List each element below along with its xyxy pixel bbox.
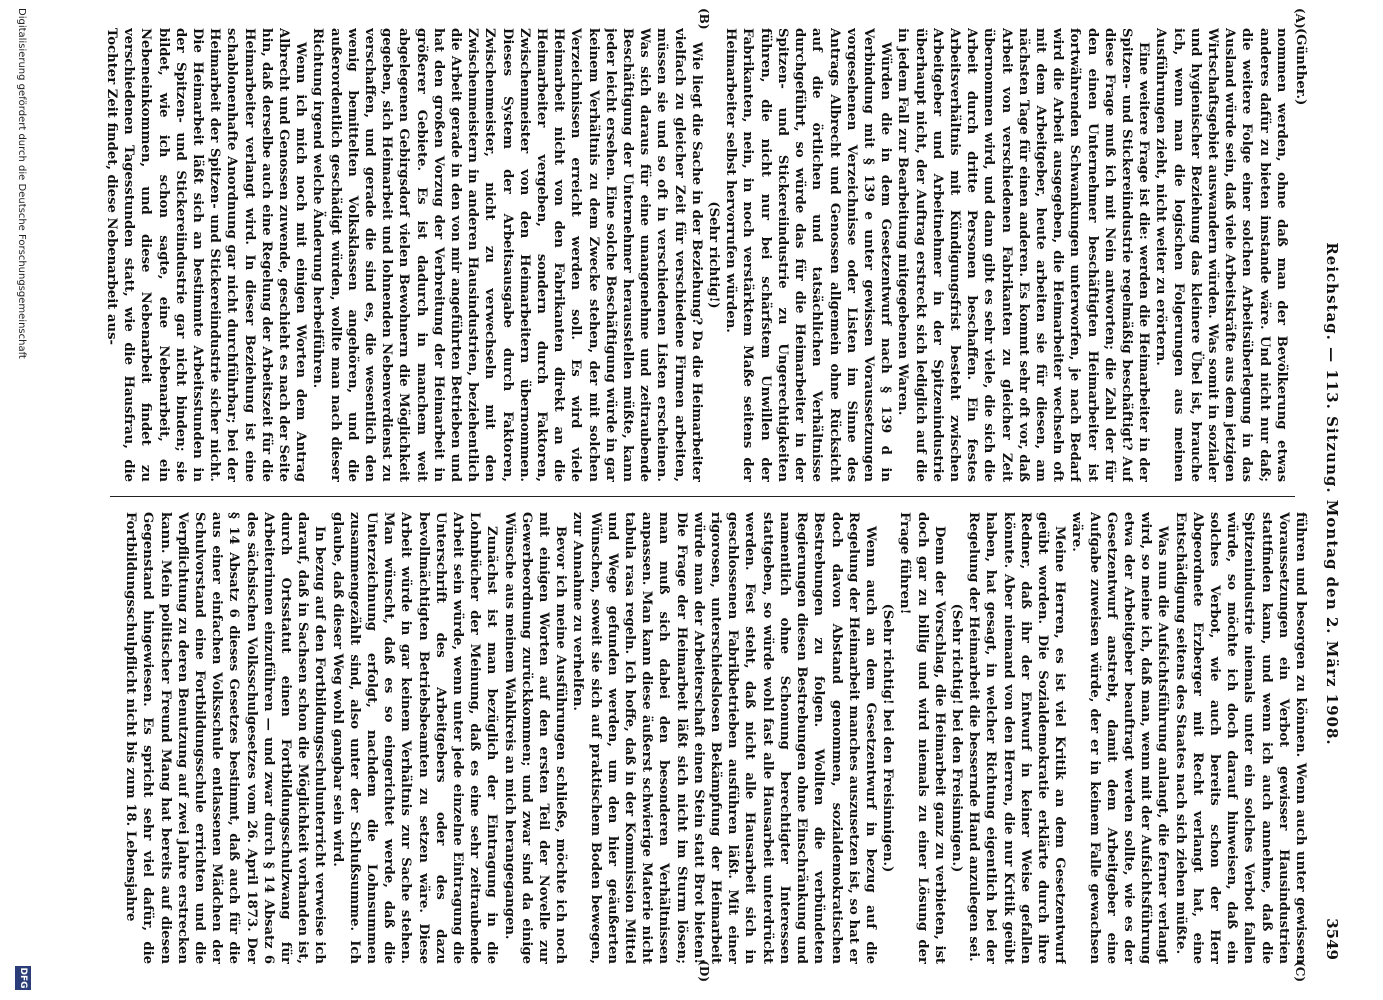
paragraph: Denn der Vorschlag, die Heimarbeit ganz zu verbieten, ist doch gar zu billig und wird niemals zu einer Lösung der Frage führen! [897, 512, 947, 964]
page-header [1315, 28, 1341, 960]
paragraph: In bezug auf den Fortbildungsschulunterricht verweise ich darauf, daß in Sachsen schon die Möglichkeit vorhanden ist, durch Ortsstatut einen Fortbildungsschulzwang für Arbeiterinnen einzuführen — und zwar durch § 14 Absatz 6 des sächsischen Volksschulgesetzes vom 26. April 1873. Der § 14 Absatz 6 dieses Gesetzes bestimmt, daß auch für die aus einer einfachen Volksschule entlassenen Mädchen der Schulvorstand eine Fortbildungsschule errichten und die Verpflichtung zu deren Benutzung auf zwei Jahre erstrecken kann. Mein politischer Freund Mang hat bereits auf diesen Gegenstand hingewiesen. Es spricht sehr viel dafür, die Fortbildungsschulpflicht nicht bis zum 18. Lebensjahre [123, 512, 328, 964]
paragraph: Eine weitere Frage ist die: werden die Heimarbeiter in der Spitzen- und Stickereiindustrie regelmäßig beschäftigt? Auf diese Frage muß ich mit Nein antworten; die Zahl der für den einen Unternehmer beschäftigten Heimarbeiter ist fortwährenden Schwankungen unterworfen, je nach Bedarf wird die Arbeit ausgegeben, die Heimarbeiter wechseln oft mit dem Arbeitgeber, heute arbeiten sie für diesen, am nächsten Tage für einen anderen. Es kommt sehr oft vor, daß Arbeit von verschiedenen Fabrikanten zu gleicher Zeit übernommen wird, und dann gibt es sehr viele, die sich die Arbeit durch dritte Personen beschaffen. Ein festes Arbeitsverhältnis mit Kündigungsfrist besteht zwischen Arbeitgeber und Arbeitnehmer in der Spitzenindustrie überhaupt nicht, der Auftrag erstreckt sich lediglich auf die in jedem Fall zur Bearbeitung mitgegebenen Waren. [895, 28, 1152, 482]
right-column [84, 512, 1309, 964]
running-title: Reichstag. — 113. Sitzung. Montag den 2. März 1908. [1323, 242, 1341, 746]
page-number: 3549 [1323, 918, 1341, 960]
margin-marker-a: (A) [1293, 8, 1307, 29]
column-divider [110, 496, 1295, 497]
paragraph: Wenn ich mich noch mit einigen Worten dem Antrag Albrecht und Genossen zuwende, geschieht es nach der Seite hin, daß derselbe auch eine Regelung der Arbeitszeit für die Heimarbeiter verlangt wird. In dieser Beziehung ist eine schablonenhafte Anordnung gar nicht durchführbar; bei der Heimarbeit der Spitzen- und Stickereiindustrie sicher nicht. Die Heimarbeit läßt sich an bestimmte Arbeitsstunden in der Spitzen- und Stickereiindustrie gar nicht binden; sie bildet, wie ich schon sagte, eine Nebenarbeit, ein Nebeneinkommen, und diese Nebenarbeit findet zu verschiedenen Tagesstunden statt, wie die Hausfrau, die Tochter Zeit findet, diese Nebenarbeit aus- [103, 28, 309, 482]
paragraph: Was nun die Aufsichtsführung anlangt, die ferner verlangt wird, so meine ich, daß man, wenn mit der Aufsichtsführung etwa der Arbeitgeber beauftragt werden sollte, wie es der Gesetzentwurf anstrebt, damit dem Arbeitgeber eine Aufgabe zuweisen würde, der er in keinem Falle gewachsen wäre. [1069, 512, 1171, 964]
interjection: (Sehr richtig! bei den Freisinnigen.) [880, 603, 896, 873]
paragraph: Würden die in dem Gesetzentwurf nach § 139 d in Verbindung mit § 139 e unter gewissen Voraussetzungen vorgesehenen Verzeichnisse oder Listen im Sinne des Antrags Albrecht und Genossen allgemein ohne Rücksicht auf die örtlichen und tatsächlichen Verhältnisse durchgeführt, so würde das für die Heimarbeiter in der Spitzen- und Stickereiindustrie zu Ungerechtigkeiten führen, die nicht nur bei schärfstem Unwillen der Fabrikanten, nein, in noch verstärktem Maße seitens der Heimarbeiter selbst hervorrufen würden. [723, 28, 894, 482]
interjection: (Sehr richtig!) [706, 201, 722, 309]
margin-marker-c: (C) [1293, 961, 1307, 982]
dfg-logo: DFG [15, 966, 31, 990]
paragraph: Meine Herren, es ist viel Kritik an dem Gesetzentwurf geübt worden. Die Sozialdemokratie erklärte durch ihre Redner, daß ihr der Entwurf in keiner Weise gefallen könnte. Aber niemand von den Herren, die nur Kritik geübt haben, hat gesagt, in welcher Richtung eigentlich bei der Regelung der Heimarbeit die bessernde Hand anzulegen sei. [966, 512, 1068, 964]
speaker-name: (Günther.) [1293, 28, 1308, 106]
interjection: (Sehr richtig! bei den Freisinnigen.) [948, 603, 964, 873]
paragraph: Bevor ich meine Ausführungen schließe, möchte ich noch mit einigen Worten auf den ersten Teil der Novelle zur Gewerbeordnung zurückkommen; und zwar sind da einige Wünsche aus meinem Wahlkreis an mich herangegangen. [501, 512, 569, 964]
paragraph: Zunächst ist man bezüglich der Eintragung in die Lohnbücher der Meinung, daß es eine sehr zeitraubende Arbeit sein würde, wenn unter jede einzelne Eintragung die Unterschrift des Arbeitgebers oder des dazu bevollmächtigten Betriebsbeamten zu setzen wäre. Diese Arbeit würde in gar keinem Verhältnis zur Sache stehen. Man wünscht, daß es so eingerichtet werde, daß die Unterzeichnung erfolgt, nachdem die Lohnsummen zusammengezählt sind, also unter der Schlußsumme. Ich glaube, daß dieser Weg wohl gangbar sein wird. [329, 512, 500, 964]
left-column [84, 28, 1309, 482]
margin-marker-b: (B) [697, 8, 711, 30]
paragraph: Wie liegt die Sache in der Beziehung? Da die Heimarbeiter vielfach zu gleicher Zeit für verschiedene Firmen arbeiten, müssen sie und so oft in verschiedenen Listen erscheinen. Was sich daraus für eine unangenehme und zeitraubende Beschäftigung der Unternehmer herausstellen müßte, kann jeder leicht ersehen. Eine solche Beschäftigung würde in gar keinem Verhältnis zu dem Zwecke stehen, der mit solchen Verzeichnissen erreicht werden soll. Es wird viele Heimarbeit nicht von den Fabrikanten direkt an die Heimarbeiter vergeben, sondern durch Faktoren, Zwischenmeister von den Heimarbeitern übernommen. Dieses System der Arbeitsausgabe durch Faktoren, Zwischenmeister, nicht zu verwechseln mit den Zwischenmeistern in anderen Hausindustrien, beziehentlich die Arbeit gerade in den von mir angeführten Betrieben und hat den großen Vorzug der Verbreitung der Heimarbeit in größerer Gebiete. Es ist dadurch in manchem weit abgelegenen Gebirgsdorf vielen Bewohnern die Möglichkeit gegeben, sich Heimarbeit und lohnenden Nebenverdienst zu verschaffen, und gerade die sind es, die wesentlich den wenig bemittelten Volksklassen angehören, und die außerordentlich geschädigt würden, wollte man nach dieser Richtung irgend welche Änderung herbeiführen. [310, 28, 704, 482]
paragraph: führen und besorgen zu können. Wenn auch unter gewissen Voraussetzungen ein Verbot gewisser Hausindustrien stattfinden kann, und wenn ich auch annehme, daß die Spitzenindustrie niemals unter ein solches Verbot fallen würde, so möchte ich doch darauf hinweisen, daß ein solches Verbot, wie auch bereits schon der Herr Abgeordnete Erzberger mit Recht verlangt hat, eine Entschädigung seitens des Staates nach sich ziehen müßte. [1172, 512, 1308, 964]
digitization-note: Digitalisierung gefördert durch die Deutsche Forschungsgemeinschaft [16, 8, 27, 359]
margin-marker-d: (D) [697, 960, 711, 982]
paragraph: nommen werden, ohne daß man der Bevölkerung etwas anderes dafür zu bieten imstande wäre. Und nicht nur daß; die weitere Folge einer solchen Arbeitsüberlegung in das Ausland würde sein, daß viele Arbeitskräfte aus dem jetzigen Wirtschaftsgebiet auswandern würden. Was somit in sozialer und hygienischer Beziehung das kleinere Übel ist, brauche ich, wenn man die logischen Folgerungen aus meinen Ausführungen zieht, nicht weiter zu erörtern. [1153, 28, 1289, 482]
paragraph: Wenn auch an dem Gesetzentwurf in bezug auf die Regelung der Heimarbeit manches auszusetzen ist, so hat er doch davon Abstand genommen, sozialdemokratischen Bestrebungen zu folgen. Wollten die verbündeten Regierungen diesen Bestrebungen ohne Einschränkung und namentlich ohne Schonung berechtigter Interessen stattgeben, so würde wohl fast alle Hausarbeit unterdrückt werden. Fest steht, daß nicht alle Hausarbeit sich in geschlossenen Fabrikbetrieben ausführen läßt. Mit einer rigorosen, unterschiedslosen Bekämpfung der Heimarbeit würde man der Arbeiterschaft einen Stein statt Brot bieten! Die Frage der Heimarbeit läßt sich nicht im Sturm lösen; man muß sich dabei den besonderen Verhältnissen anpassen. Man kann diese äußerst schwierige Materie nicht tabula rasa regeln. Ich hoffe, daß in der Kommission Mittel und Wege gefunden werden, um den hier geäußerten Wünschen, soweit sie sich auf praktischem Boden bewegen, zur Annahme zu verhelfen. [570, 512, 878, 964]
